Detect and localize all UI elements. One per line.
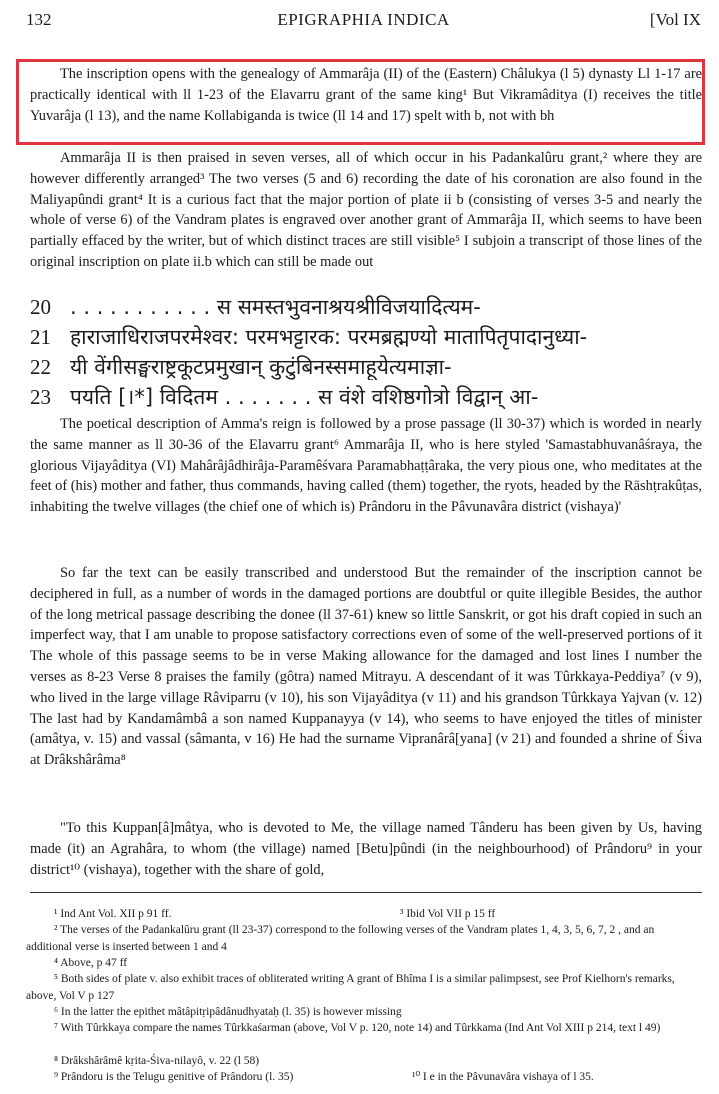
devanagari-line-22 [30, 353, 702, 380]
devanagari-text: पयति [।*] विदितम . . . . . . . स वंशे वशिष्ठगोत्रो विद्वान् आ- [70, 385, 539, 409]
footnote-8: ⁸ Drâkshârâmê kṛita-Śiva-nilayô, v. 22 (l 58) [54, 1055, 260, 1067]
paragraph-prose-passage: The poetical description of Amma's reign is followed by a prose passage (ll 30-37) which is worded in nearly the same manner as ll 30-36 of the Elavarru grant⁶ Ammarâja II, who is here styled 'Samastabhuvanâśraya, the glorious Vijayâditya (VI) Mahârâjâdhirâja-Paramêśvara Paramabhaṭṭâraka, the very pious one, who meditates at the feet of (his) mother and father, thus commands, having called (them) together, the ryots, headed by the Rāshṭrakûṭas, inhabiting the twelve villages (the chief one of which is) Prândoru in the Pâvunavâra district (vishaya)' [30, 416, 702, 516]
paragraph-grant-quote: "To this Kuppan[â]mâtya, who is devoted to Me, the village named Tânderu has been given by Us, having made (it) an Agrahâra, to whom (the village) named [Betu]pûndi (in the neighbourhood) of Prândoru⁹ in your district¹⁰ (vishaya), together with the share of gold, [30, 820, 702, 878]
devanagari-line-23 [30, 383, 702, 410]
footnote-1: ¹ Ind Ant Vol. XII p 91 ff. [54, 908, 172, 920]
page-number: 132 [26, 10, 52, 29]
footnote-rule [30, 892, 702, 893]
volume-label: [Vol IX [649, 10, 701, 29]
devanagari-text: . . . . . . . . . . . स समस्तभुवनाश्रयश्रीविजयादित्यम- [70, 295, 481, 319]
footnote-4: ⁴ Above, p 47 ff [54, 957, 128, 969]
devanagari-line-20 [30, 293, 702, 320]
paragraph-genealogy: The inscription opens with the genealogy of Ammarâja (II) of the (Eastern) Châlukya (l 5) dynasty Ll 1-17 are practically identical with ll 1-23 of the Elavarru grant of the same king¹ But Vikramâditya (I) receives the title Yuvarâja (l 13), and the name Kollabiganda is twice (ll 14 and 17) spelt with b, not with bh [30, 66, 702, 124]
devanagari-text: हाराजाधिराजपरमेश्वर: परमभट्टारक: परमब्रह्मण्यो मातापितृपादानुध्या- [70, 325, 588, 349]
running-header [26, 6, 701, 36]
footnote-9: ⁹ Prândoru is the Telugu genitive of Prândoru (l. 35) [54, 1071, 294, 1083]
line-number: 21 [30, 325, 51, 349]
line-number: 23 [30, 385, 51, 409]
footnote-10: ¹⁰ I e in the Pâvunavâra vishaya of l 35. [412, 1071, 594, 1083]
footnote-3: ³ Ibid Vol VII p 15 ff [400, 908, 496, 920]
devanagari-text: यी वेंगीसङ्घराष्ट्रकूटप्रमुखान् कुटुंबिनस्समाहूयेत्यमाज्ञा- [70, 355, 452, 379]
paragraph-metrical-passage: So far the text can be easily transcribed and understood But the remainder of the inscription cannot be deciphered in full, as a number of words in the damaged portions are doubtful or quite illegible Besides, the author of the long metrical passage describing the donee (ll 37-61) knew so little Sanskrit, or got his draft copied in such an imperfect way, that I am unable to propose satisfactory corrections even of some of the well-preserved portions of it The whole of this passage seems to be in verse Making allowance for the damaged and lost lines I number the verses as 8-23 Verse 8 praises the family (gôtra) named Mitrayu. A descendant of it was Tûrkkaya-Peddiya⁷ (v 9), who lived in the large village Râviparru (v 10), his son Vijayâditya (v 11) and his grandson Tûrkkaya Yajvan (v. 12) The last had by Kandamâmbâ a son named Kuppanayya (v 14), who seems to have enjoyed the titles of minister (amâtya, v. 15) and vassal (sâmanta, v 16) He had the surname Vipranârâ[yana] (v 21) and founded a shrine of Śiva at Drâkshârâma⁸ [30, 565, 702, 769]
footnote-5: ⁵ Both sides of plate v. also exhibit traces of obliterated writing A grant of Bhîma I is a similar palimpsest, see Prof Kielhorn's remarks, above, Vol V p 127 [26, 973, 675, 1002]
paragraph-ammaraja-praise: Ammarâja II is then praised in seven verses, all of which occur in his Padankalûru grant,² where they are however differently arranged³ The two verses (5 and 6) recording the date of his coronation are also found in the Maliyapûndi grant⁴ It is a curious fact that the major portion of plate ii b (consisting of verses 3-5 and nearly the whole of verse 6) of the Vandram plates is engraved over another grant of Ammarâja II, which seems to have been partially effaced by the writer, but of which distinct traces are still visible⁵ I subjoin a transcript of those lines of the original inscription on plate ii.b which can still be made out [30, 150, 702, 270]
devanagari-line-21 [30, 323, 702, 350]
footnote-2: ² The verses of the Padankalûru grant (ll 23-37) correspond to the following verses of the Vandram plates 1, 4, 3, 5, 6, 7, 2 , and an additional verse is inserted between 1 and 4 [26, 924, 655, 953]
line-number: 22 [30, 355, 51, 379]
journal-title: EPIGRAPHIA INDICA [277, 10, 450, 29]
footnote-6: ⁶ In the latter the epithet mâtâpitṛipâdânudhyataḥ (l. 35) is however missing [54, 1006, 402, 1018]
line-number: 20 [30, 295, 51, 319]
footnote-7: ⁷ With Tûrkkaya compare the names Tûrkkaśarman (above, Vol V p. 120, note 14) and Tûrkkama (Ind Ant Vol XIII p 214, text l 49) [54, 1022, 661, 1034]
